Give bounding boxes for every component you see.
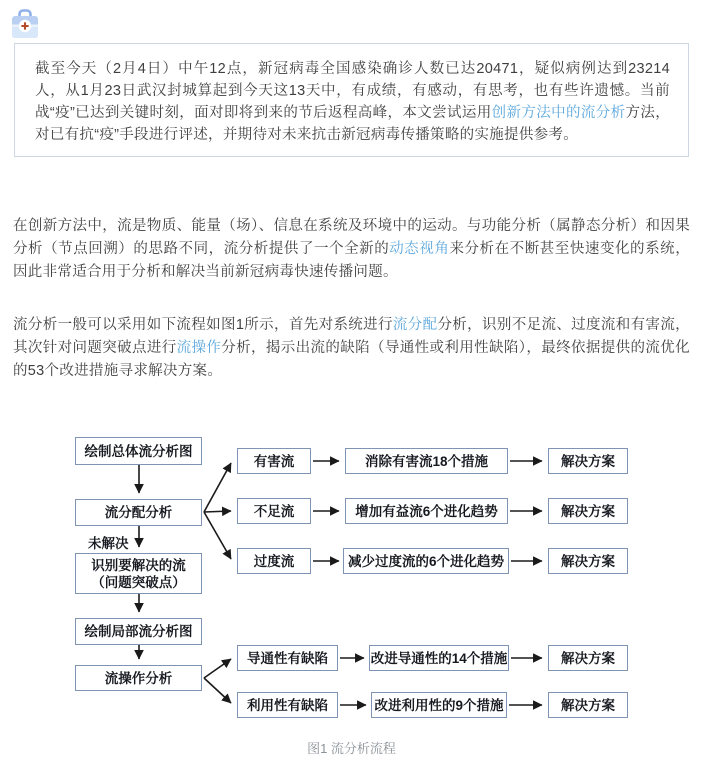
flow-node-usability-defect: 利用性有缺陷	[237, 692, 338, 718]
text-segment: 流分析一般可以采用如下流程如图1所示，首先对系统进行	[13, 317, 393, 333]
first-aid-kit-icon	[12, 9, 38, 40]
flow-node-conductivity-defect: 导通性有缺陷	[237, 645, 338, 671]
inline-link[interactable]: 动态视角	[389, 241, 450, 257]
flow-node-solution: 解决方案	[548, 498, 628, 524]
text-segment: 分析，揭示出流的缺陷（导通性或利用性缺陷），最终依据提供的流优化的53个改进措施寻求解决方案。	[13, 340, 690, 379]
flow-node-eliminate-harmful: 消除有害流18个措施	[345, 448, 508, 474]
flow-node-identify-flow: 识别要解决的流 （问题突破点）	[75, 553, 202, 594]
paragraph-flow-process	[13, 314, 690, 383]
flow-node-insufficient-flow: 不足流	[237, 498, 311, 524]
flow-label-unresolved: 未解决	[88, 536, 129, 551]
text-segment: 在创新方法中，流是物质、能量（场）、信息在系统及环境中的运动。与功能分析（属静态分析）和因果分析（节点回溯）的思路不同，流分析提供了一个全新的	[13, 218, 690, 257]
flow-node-excessive-flow: 过度流	[237, 548, 311, 574]
text-segment: 分析，识别不足流、过度流和有害流，其次针对问题突破点进行	[13, 317, 690, 356]
flow-node-draw-overall: 绘制总体流分析图	[75, 437, 202, 465]
flow-node-improve-conductivity: 改进导通性的14个措施	[369, 645, 509, 671]
flow-node-improve-usability: 改进利用性的9个措施	[371, 692, 507, 718]
flow-node-solution: 解决方案	[548, 692, 628, 718]
flow-node-harmful-flow: 有害流	[237, 448, 311, 474]
flow-node-increase-useful: 增加有益流6个进化趋势	[345, 498, 508, 524]
flow-node-flow-operation: 流操作分析	[75, 665, 202, 691]
flow-node-solution: 解决方案	[548, 448, 628, 474]
figure-caption: 图1 流分析流程	[307, 741, 396, 756]
text-segment: 来分析在不断甚至快速变化的系统，因此非常适合用于分析和解决当前新冠病毒快速传播问题。	[13, 241, 690, 280]
flow-node-reduce-excessive: 减少过度流的6个进化趋势	[343, 548, 509, 574]
flow-node-flow-distribution: 流分配分析	[75, 499, 202, 526]
inline-link[interactable]: 创新方法中的流分析	[491, 105, 626, 121]
paragraph-flow-definition	[13, 215, 690, 284]
flow-node-solution: 解决方案	[548, 645, 628, 671]
flow-node-draw-local: 绘制局部流分析图	[75, 618, 202, 645]
text-segment: 方法，对已有抗“疫”手段进行评述，并期待对未来抗击新冠病毒传播策略的实施提供参考。	[35, 105, 670, 143]
inline-link[interactable]: 流分配	[392, 317, 438, 333]
inline-link[interactable]: 流操作	[176, 340, 222, 356]
text-segment: 截至今天（2月4日）中午12点，新冠病毒全国感染确诊人数已达20471，疑似病例达到23214人，从1月23日武汉封城算起到今天这13天中，有成绩，有感动，有思考，也有些许遗憾。当前战“疫”已达到关键时刻，面对即将到来的节后返程高峰，本文尝试运用	[35, 61, 670, 121]
intro-quote-box	[14, 43, 689, 157]
flow-node-solution: 解决方案	[548, 548, 628, 574]
